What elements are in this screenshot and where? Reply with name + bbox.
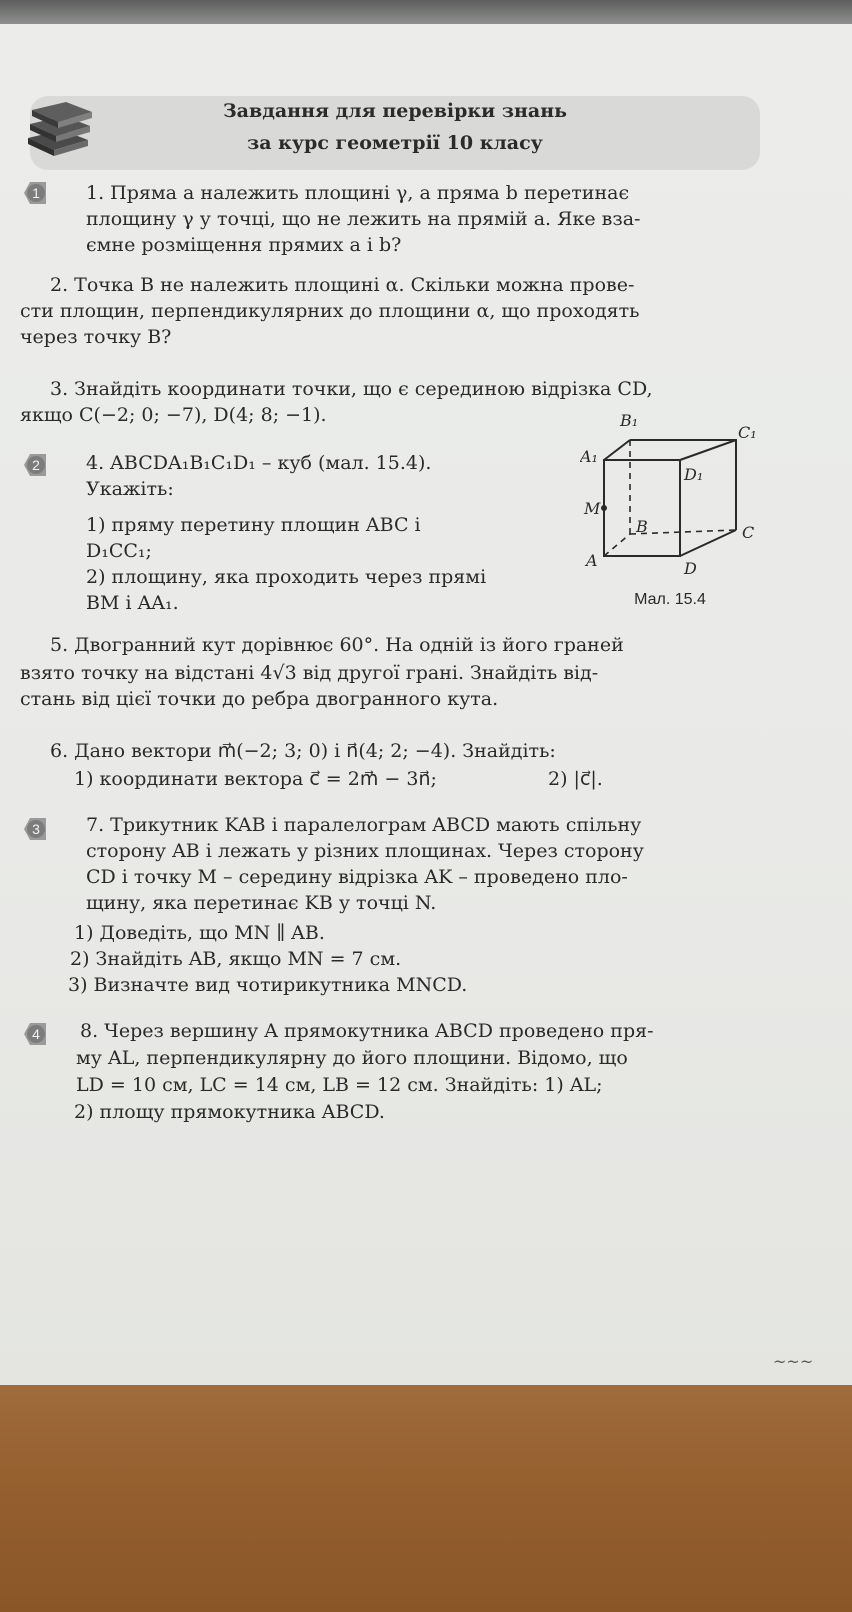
level-badge-4 [20,1021,50,1047]
level-badge-1 [20,180,50,206]
label-m: M [584,499,601,518]
problem-7-line-3: CD і точку M – середину відрізка AK – проведено пло- [86,866,628,888]
edge-ab-hidden [604,534,630,556]
problem-4-line-4: D₁CC₁; [86,540,152,562]
problem-7-item-2: 2) Знайдіть AB, якщо MN = 7 см. [70,948,402,970]
problem-6-part-2: 2) |c⃗|. [548,768,603,790]
cube-figure [580,410,780,610]
wooden-table-surface [0,1385,852,1612]
header-title-line1: Завдання для перевірки знань [222,100,567,122]
problem-7-line-2: сторону AB і лежать у різних площинах. Через сторону [86,840,644,862]
label-b1: B₁ [620,411,639,430]
label-a1: A₁ [580,447,598,466]
level-badge-3-label: 3 [32,821,40,837]
problem-2-line-1: 2. Точка B не належить площині α. Скільки можна прове- [50,274,635,296]
problem-1-line-3: ємне розміщення прямих a і b? [86,234,402,256]
problem-4-line-6: BM і AA₁. [86,592,179,614]
level-badge-3 [20,816,50,842]
level-badge-4-label: 4 [32,1026,40,1042]
header-title-line2: за курс геометрії 10 класу [247,132,543,154]
problem-3-line-2: якщо C(−2; 0; −7), D(4; 8; −1). [20,404,327,426]
label-b: B [636,517,648,536]
problem-5-line-1: 5. Двогранний кут дорівнює 60°. На одній із його граней [50,634,624,656]
problem-7-line-4: щину, яка перетинає KB у точці N. [86,892,437,914]
problem-1-line-2: площину γ у точці, що не лежить на прямій a. Яке вза- [86,208,641,230]
problem-4-line-3: 1) пряму перетину площин ABC і [86,514,421,536]
cube-front-face [604,460,680,556]
label-c: C [742,523,755,542]
label-d1: D₁ [684,465,704,484]
label-a: A [586,551,598,570]
page-top-edge [0,0,852,24]
figure-caption: Мал. 15.4 [634,591,706,608]
label-c1: C₁ [738,423,757,442]
problem-8-line-4: 2) площу прямокутника ABCD. [74,1101,385,1123]
label-d: D [684,559,697,578]
level-badge-1-label: 1 [32,185,40,201]
problem-5-line-2: взято точку на відстані 4√3 від другої грані. Знайдіть від- [20,662,599,684]
problem-8-line-3: LD = 10 см, LC = 14 см, LB = 12 см. Знайдіть: 1) AL; [76,1074,603,1096]
problem-6-part-1: 1) координати вектора c⃗ = 2m⃗ − 3n⃗; [74,768,437,790]
problem-8-line-2: му AL, перпендикулярну до його площини. Відомо, що [76,1047,628,1069]
point-m [601,505,607,511]
edge-a1b1 [604,440,630,460]
page-number: ~~~ [773,1352,814,1371]
problem-7-item-3: 3) Визначте вид чотирикутника MNCD. [68,974,468,996]
problem-4-line-5: 2) площину, яка проходить через прямі [86,566,487,588]
problem-2-line-3: через точку B? [20,326,172,348]
problem-6-line-1: 6. Дано вектори m⃗(−2; 3; 0) і n⃗(4; 2; −4). Знайдіть: [50,740,556,762]
problem-8-line-1: 8. Через вершину A прямокутника ABCD проведено пря- [80,1020,654,1042]
problem-7-item-1: 1) Доведіть, що MN ∥ AB. [74,922,325,944]
level-badge-2 [20,452,50,478]
problem-3-line-1: 3. Знайдіть координати точки, що є серединою відрізка CD, [50,378,653,400]
problem-4-line-1: 4. ABCDA₁B₁C₁D₁ – куб (мал. 15.4). [86,452,432,474]
problem-4-line-2: Укажіть: [86,478,174,500]
problem-5-line-3: стань від цієї точки до ребра двогранного кута. [20,688,499,710]
problem-7-line-1: 7. Трикутник KAB і паралелограм ABCD мають спільну [86,814,642,836]
problem-2-line-2: сти площин, перпендикулярних до площини α, що проходять [20,300,640,322]
edge-dc [680,530,736,556]
level-badge-2-label: 2 [32,457,40,473]
edge-d1c1 [680,440,736,460]
problem-1-line-1: 1. Пряма a належить площині γ, а пряма b перетинає [86,182,630,204]
